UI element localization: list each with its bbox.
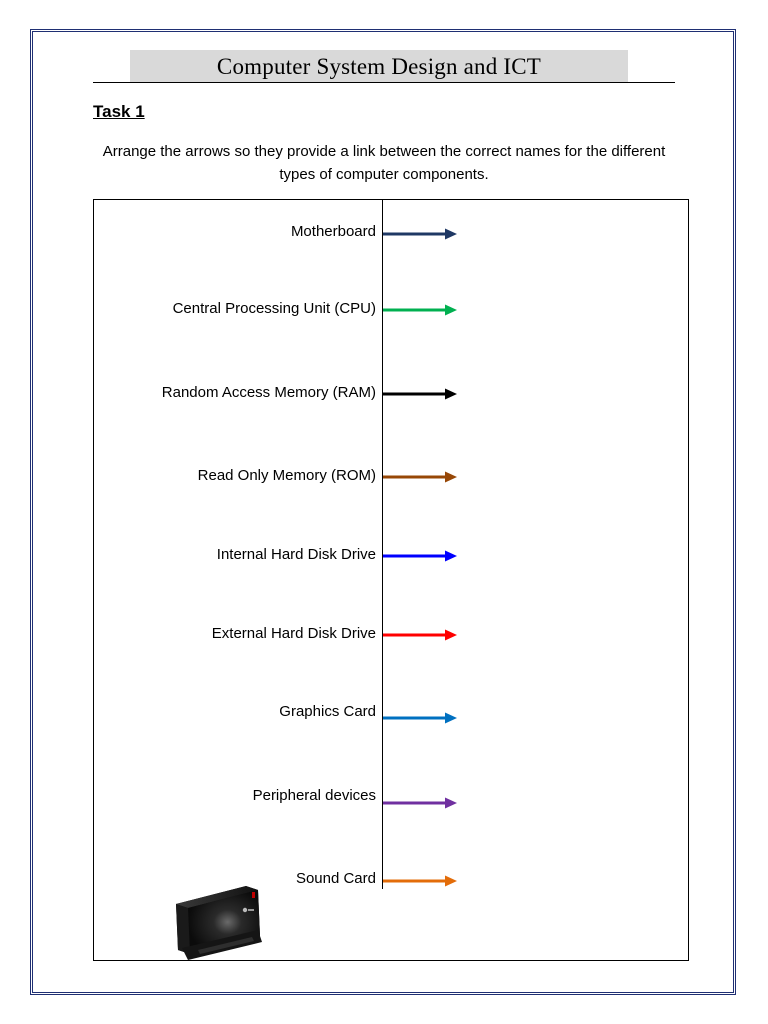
component-label-ram: Random Access Memory (RAM) <box>161 384 376 401</box>
component-label-internal-hdd: Internal Hard Disk Drive <box>216 546 376 563</box>
page-title: Computer System Design and ICT <box>216 54 542 79</box>
center-divider-line <box>382 200 383 889</box>
task-heading: Task 1 <box>93 102 145 121</box>
header-rule <box>93 82 675 83</box>
component-label-motherboard: Motherboard <box>290 223 376 240</box>
component-label-cpu: Central Processing Unit (CPU) <box>172 300 376 317</box>
external-hard-drive-icon <box>172 880 264 960</box>
component-label-external-hdd: External Hard Disk Drive <box>211 625 376 642</box>
component-label-sound-card: Sound Card <box>295 870 376 887</box>
component-label-peripheral-devices: Peripheral devices <box>252 787 376 804</box>
component-label-graphics-card: Graphics Card <box>279 703 376 720</box>
component-label-rom: Read Only Memory (ROM) <box>197 467 376 484</box>
task-instructions: Arrange the arrows so they provide a link between the correct names for the different types of computer components. <box>102 143 666 183</box>
